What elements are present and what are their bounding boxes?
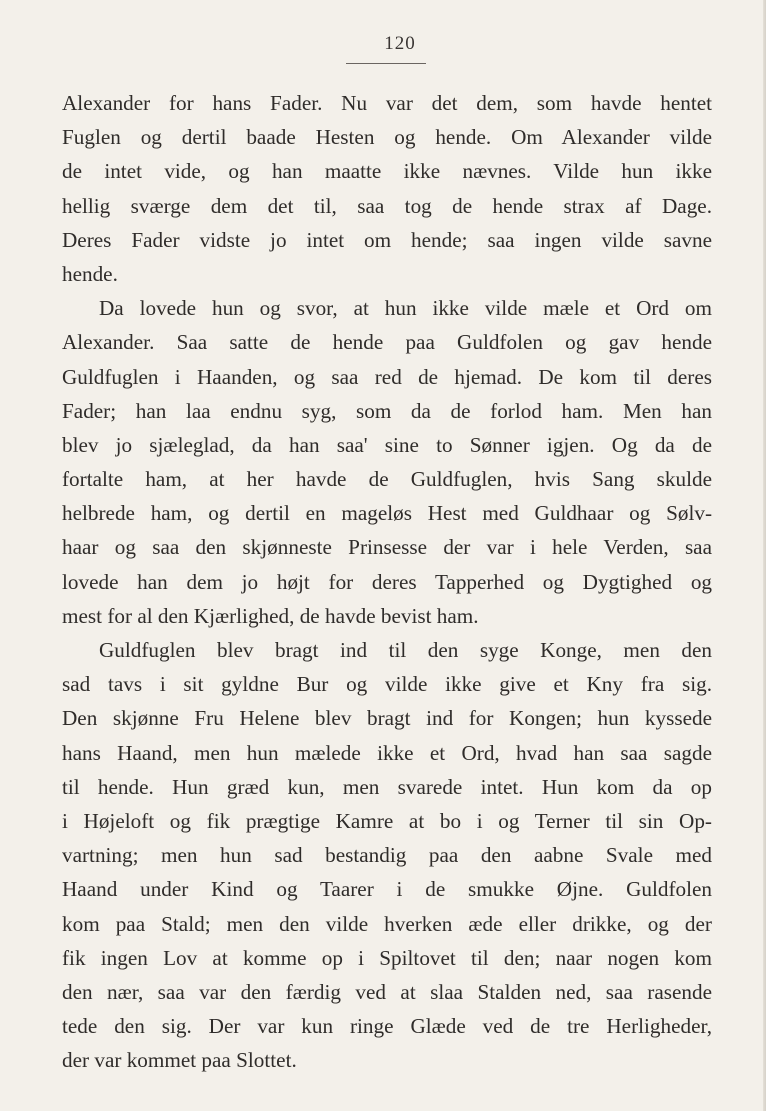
text-line: blev jo sjæleglad, da han saa' sine to Sønner igjen. Og da de: [62, 432, 712, 457]
text-line: Guldfuglen blev bragt ind til den syge Konge, men den: [99, 638, 712, 662]
text-line: helbrede ham, og dertil en mageløs Hest med Guldhaar og Sølv-: [62, 501, 712, 526]
text-line: Fuglen og dertil baade Hesten og hende. Om Alexander vilde: [62, 125, 712, 150]
text-line: der var kommet paa Slottet.: [62, 1048, 297, 1073]
text-line: til hende. Hun græd kun, men svarede intet. Hun kom da op: [62, 774, 712, 799]
text-line: vartning; men hun sad bestandig paa den aabne Svale med: [62, 843, 712, 868]
body-text: [62, 86, 712, 1077]
text-line: lovede han dem jo højt for deres Tapperhed og Dygtighed og: [62, 569, 712, 594]
text-line: haar og saa den skjønneste Prinsesse der var i hele Verden, saa: [62, 535, 712, 560]
text-line: mest for al den Kjærlighed, de havde bevist ham.: [62, 603, 479, 628]
text-line: Guldfuglen i Haanden, og saa red de hjemad. De kom til deres: [62, 364, 712, 389]
text-line: Deres Fader vidste jo intet om hende; saa ingen vilde savne: [62, 227, 712, 252]
text-line: fik ingen Lov at komme op i Spiltovet til den; naar nogen kom: [62, 945, 712, 970]
text-line: i Højeloft og fik prægtige Kamre at bo i og Terner til sin Op-: [62, 808, 712, 833]
text-line: sad tavs i sit gyldne Bur og vilde ikke give et Kny fra sig.: [62, 672, 712, 697]
text-line: hellig sværge dem det til, saa tog de hende strax af Dage.: [62, 193, 712, 218]
text-line: hans Haand, men hun mælede ikke et Ord, hvad han saa sagde: [62, 740, 712, 765]
text-line: Haand under Kind og Taarer i de smukke Øjne. Guldfolen: [62, 877, 712, 902]
text-line: de intet vide, og han maatte ikke nævnes. Vilde hun ikke: [62, 159, 712, 184]
text-line: tede den sig. Der var kun ringe Glæde ved de tre Herligheder,: [62, 1014, 712, 1039]
text-line: kom paa Stald; men den vilde hverken æde eller drikke, og der: [62, 911, 712, 936]
page-number: 120: [384, 33, 416, 54]
text-line: den nær, saa var den færdig ved at slaa Stalden ned, saa rasende: [62, 979, 712, 1004]
text-line: fortalte ham, at her havde de Guldfuglen, hvis Sang skulde: [62, 467, 712, 492]
text-line: Alexander. Saa satte de hende paa Guldfolen og gav hende: [62, 330, 712, 355]
text-line: Da lovede hun og svor, at hun ikke vilde mæle et Ord om: [99, 296, 712, 321]
text-line: Den skjønne Fru Helene blev bragt ind for Kongen; hun kyssede: [62, 706, 712, 731]
text-line: Alexander for hans Fader. Nu var det dem, som havde hentet: [62, 91, 712, 115]
header-rule: [346, 63, 426, 64]
text-line: hende.: [62, 261, 118, 286]
text-line: Fader; han laa endnu syg, som da de forlod ham. Men han: [62, 398, 712, 423]
